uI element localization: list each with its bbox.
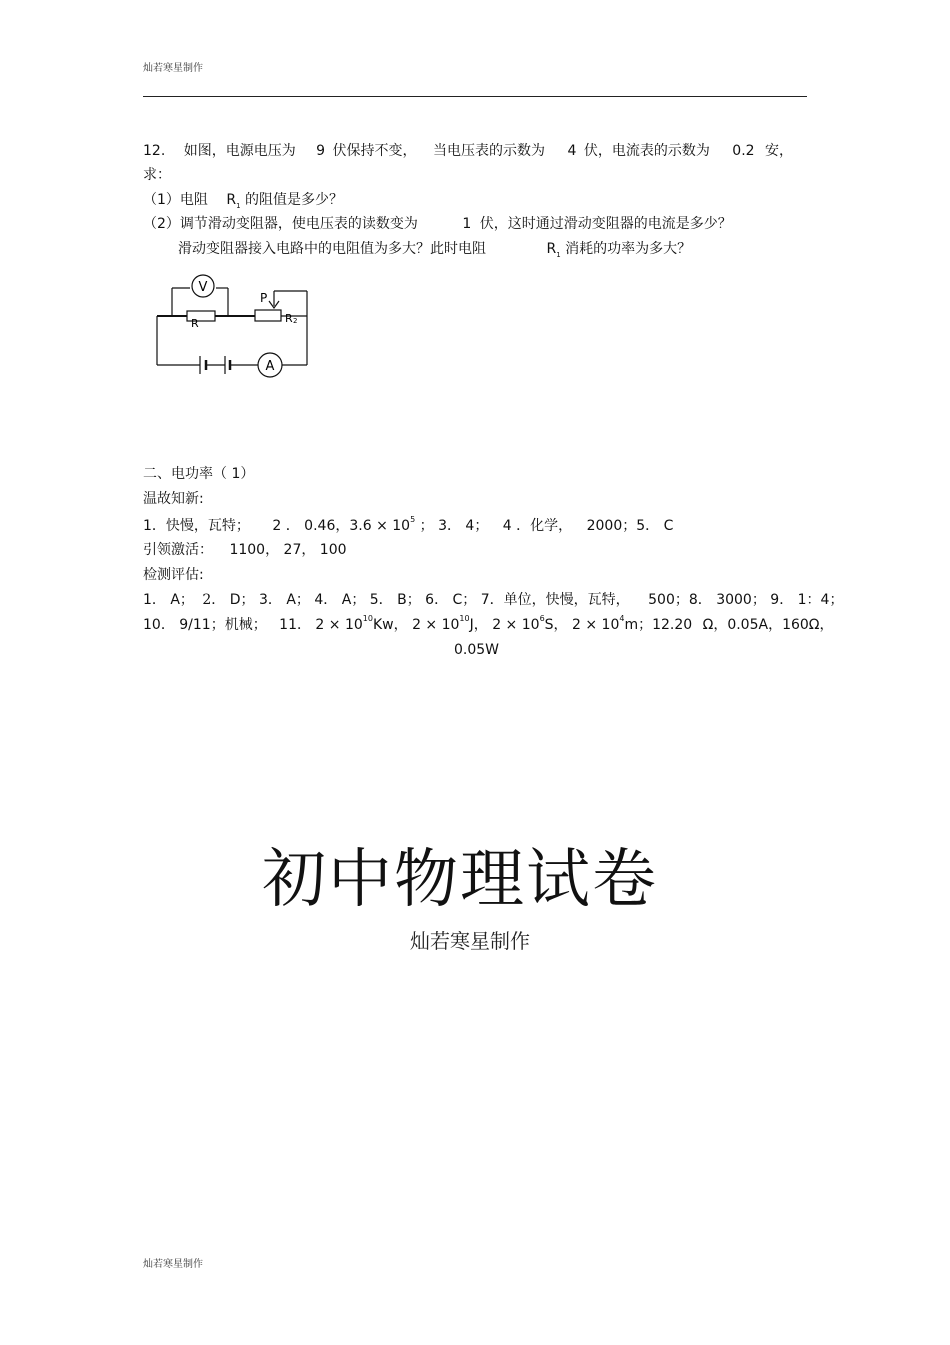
question-part-2-cont: 滑动变阻器接入电路中的电阻值为多大？此时电阻 $R_1$ 消耗的功率为多大？ bbox=[178, 241, 692, 259]
test-title: 检测评估: bbox=[143, 567, 204, 583]
page-footer: 灿若寒星制作 bbox=[143, 1259, 203, 1270]
cover-title: 初中物理试卷 bbox=[262, 843, 658, 917]
ammeter-label: A bbox=[265, 359, 275, 374]
review-answers: 1．快慢，瓦特； 2 ． 0.46，$3.6 \times 10^5$ ； 3． 4； 4 ．化学， 2000；5． C bbox=[143, 515, 674, 534]
answers-section-title: 二、电功率（ 1） bbox=[143, 466, 255, 482]
r1-label: R bbox=[191, 317, 199, 330]
question-12-line1: 12. 如图，电源电压为 9 伏保持不变， 当电压表的示数为 4 伏，电流表的示数为 0.2 安， bbox=[143, 143, 793, 159]
slider-label: P bbox=[260, 291, 268, 305]
header-rule bbox=[143, 96, 807, 97]
question-number: 12. bbox=[143, 143, 166, 159]
voltmeter-label: V bbox=[198, 280, 208, 295]
lead-answers: 引领激活： 1100， 27， 100 bbox=[143, 542, 347, 558]
test-answers-line2: 10． 9/11；机械； 11． $2 \times 10^{10}Kw$， $2 \times 10^{10}J$， $2 \times 10^6S$， $2 \times 10^4m$；12.20 Ω，0.05A，160Ω， bbox=[143, 614, 834, 633]
page-header: 灿若寒星制作 bbox=[143, 63, 203, 74]
question-part-2: （2）调节滑动变阻器，使电压表的读数变为 1 伏，这时通过滑动变阻器的电流是多少？ bbox=[143, 216, 732, 232]
test-answers-line3: 0.05W bbox=[454, 642, 500, 658]
question-part-1: （1）电阻 $R_1$ 的阻值是多少？ bbox=[143, 192, 344, 210]
question-12-line2: 求： bbox=[143, 167, 171, 183]
test-answers-line1: 1． A； 2． D； 3． A； 4． A； 5． B； 6． C； 7．单位，快慢，瓦特， 500；8． 3000； 9． 1：4； bbox=[143, 592, 844, 608]
cover-subtitle: 灿若寒星制作 bbox=[410, 929, 530, 953]
r2-subscript: 2 bbox=[293, 317, 298, 325]
r2-label: R bbox=[285, 312, 293, 325]
review-title: 温故知新: bbox=[143, 491, 204, 507]
circuit-diagram bbox=[150, 272, 320, 382]
